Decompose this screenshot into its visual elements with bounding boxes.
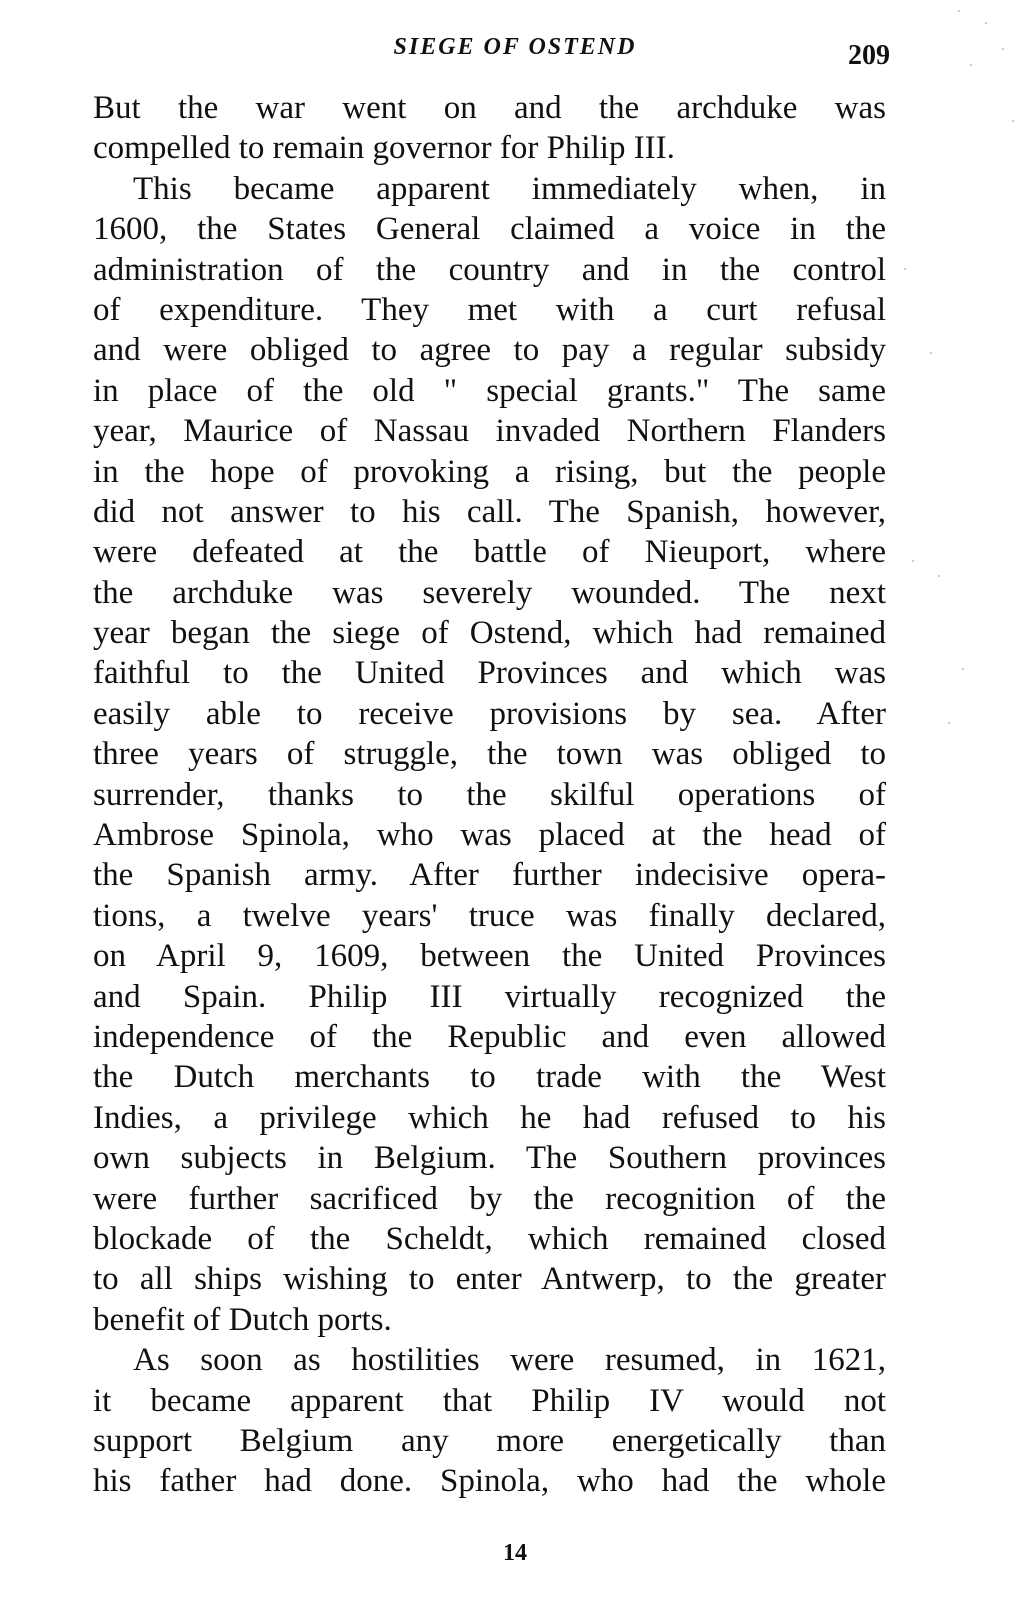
text-line: But the war went on and the archduke was bbox=[93, 90, 886, 126]
text-line: compelled to remain governor for Philip III. bbox=[93, 130, 675, 167]
text-line: This became apparent immediately when, in bbox=[133, 170, 886, 207]
text-line: the archduke was severely wounded. The next bbox=[93, 574, 886, 611]
text-line: Ambrose Spinola, who was placed at the head of bbox=[93, 817, 886, 854]
text-line: in place of the old " special grants." The same bbox=[93, 372, 886, 409]
page-number: 209 bbox=[848, 40, 890, 71]
text-line: surrender, thanks to the skilful operations of bbox=[93, 776, 886, 813]
text-line: benefit of Dutch ports. bbox=[93, 1301, 392, 1338]
body-text bbox=[93, 88, 886, 1502]
text-line: easily able to receive provisions by sea. After bbox=[93, 695, 886, 732]
text-line: faithful to the United Provinces and which was bbox=[93, 655, 886, 692]
text-line: 1600, the States General claimed a voice in the bbox=[93, 211, 886, 248]
text-line: blockade of the Scheldt, which remained closed bbox=[93, 1220, 886, 1257]
text-line: were further sacrificed by the recognition of the bbox=[93, 1180, 886, 1217]
text-line: independence of the Republic and even allowed bbox=[93, 1018, 886, 1055]
signature-mark: 14 bbox=[503, 1540, 527, 1566]
text-line: year began the siege of Ostend, which had remained bbox=[93, 615, 886, 652]
text-line: to all ships wishing to enter Antwerp, to the greater bbox=[93, 1261, 886, 1298]
running-head-title: SIEGE OF OSTEND bbox=[393, 34, 637, 60]
text-line: and were obliged to agree to pay a regular subsidy bbox=[93, 332, 886, 369]
text-line: year, Maurice of Nassau invaded Northern Flanders bbox=[93, 413, 886, 450]
text-line: his father had done. Spinola, who had the whole bbox=[93, 1463, 886, 1500]
text-line: administration of the country and in the control bbox=[93, 251, 886, 288]
text-line: support Belgium any more energetically than bbox=[93, 1422, 886, 1459]
text-line: tions, a twelve years' truce was finally declared, bbox=[93, 897, 886, 934]
text-line: did not answer to his call. The Spanish, however, bbox=[93, 493, 886, 530]
text-line: and Spain. Philip III virtually recognized the bbox=[93, 978, 886, 1015]
text-line: Indies, a privilege which he had refused to his bbox=[93, 1099, 886, 1136]
text-line: were defeated at the battle of Nieuport, where bbox=[93, 534, 886, 571]
text-line: As soon as hostilities were resumed, in 1621, bbox=[133, 1342, 886, 1379]
text-line: of expenditure. They met with a curt refusal bbox=[93, 291, 886, 328]
text-line: the Dutch merchants to trade with the West bbox=[93, 1059, 886, 1096]
text-line: in the hope of provoking a rising, but the people bbox=[93, 453, 886, 490]
text-line: on April 9, 1609, between the United Provinces bbox=[93, 938, 886, 975]
text-line: own subjects in Belgium. The Southern provinces bbox=[93, 1140, 886, 1177]
text-line: it became apparent that Philip IV would not bbox=[93, 1382, 886, 1419]
text-line: the Spanish army. After further indecisive opera- bbox=[93, 857, 886, 894]
text-line: three years of struggle, the town was obliged to bbox=[93, 736, 886, 773]
